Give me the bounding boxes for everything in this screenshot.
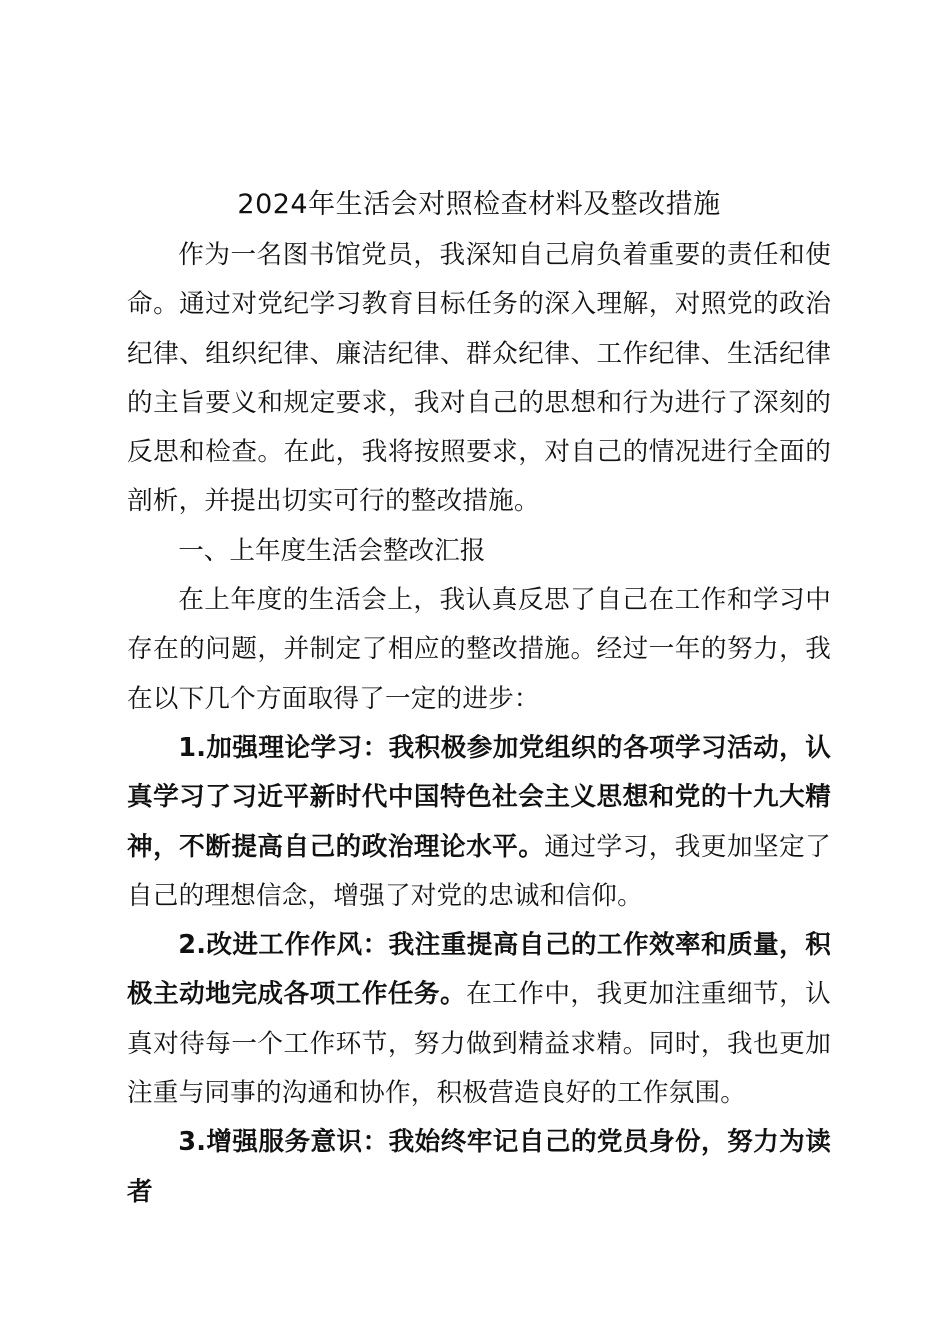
item-bold-text: 3.增强服务意识：我始终牢记自己的党员身份，努力为读者 xyxy=(127,1127,831,1207)
list-item xyxy=(127,921,831,1118)
document-body xyxy=(127,183,831,1217)
document-title: 2024年生活会对照检查材料及整改措施 xyxy=(237,189,721,220)
section-intro-paragraph: 在上年度的生活会上，我认真反思了自己在工作和学习中存在的问题，并制定了相应的整改措施。经过一年的努力，我在以下几个方面取得了一定的进步： xyxy=(127,585,831,714)
item-bold-text: 2.改进工作作风：我注重提高自己的工作效率和质量，积极主动地完成各项工作任务。 xyxy=(127,930,831,1010)
item-text: 在工作中，我更加注重细节，认真对待每一个工作环节，努力做到精益求精。同时，我也更加注重与同事的沟通和协作，积极营造良好的工作氛围。 xyxy=(127,979,831,1109)
item-bold-text: 1.加强理论学习：我积极参加党组织的各项学习活动，认真学习了习近平新时代中国特色社会主义思想和党的十九大精神，不断提高自己的政治理论水平。 xyxy=(127,732,831,862)
item-text: 通过学习，我更加坚定了自己的理想信念，增强了对党的忠诚和信仰。 xyxy=(127,831,831,911)
list-item xyxy=(127,724,831,921)
list-item xyxy=(127,1118,831,1217)
section-heading: 一、上年度生活会整改汇报 xyxy=(178,535,486,566)
intro-paragraph: 作为一名图书馆党员，我深知自己肩负着重要的责任和使命。通过对党纪学习教育目标任务的深入理解，对照党的政治纪律、组织纪律、廉洁纪律、群众纪律、工作纪律、生活纪律的主旨要义和规定要求，我对自己的思想和行为进行了深刻的反思和检查。在此，我将按照要求，对自己的情况进行全面的剖析，并提出切实可行的整改措施。 xyxy=(127,240,831,517)
